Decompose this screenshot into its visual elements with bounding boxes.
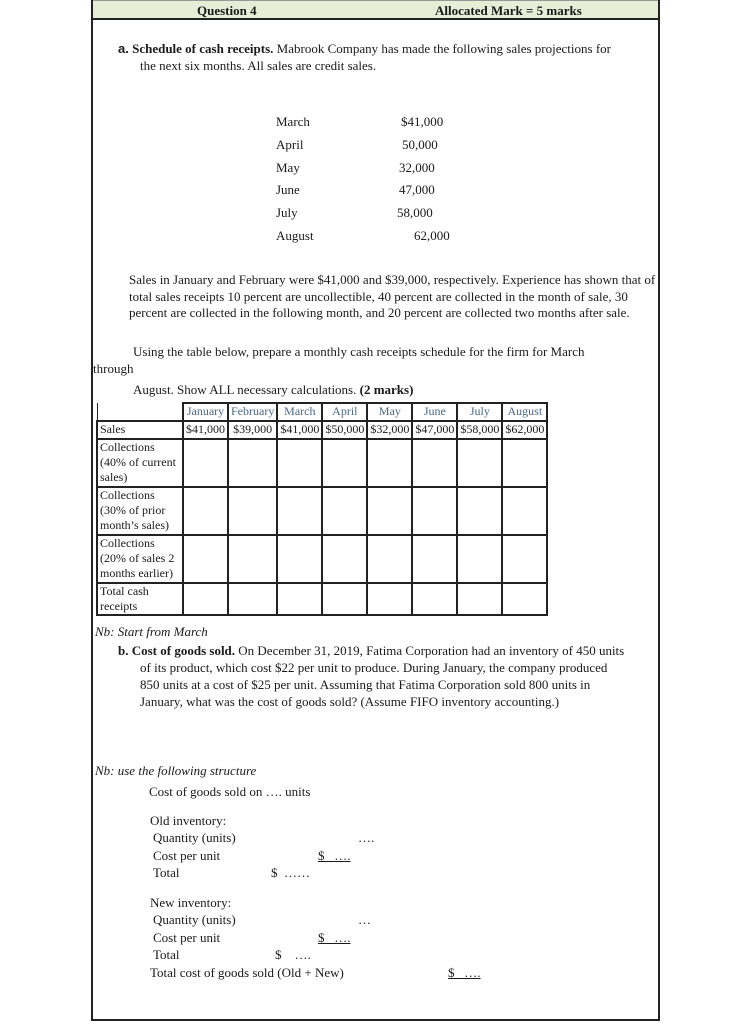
answer-cell[interactable] [277, 487, 322, 535]
column-header: July [457, 403, 502, 421]
table-row [97, 583, 547, 615]
column-header: June [412, 403, 457, 421]
table-cell: $50,000 [322, 421, 367, 439]
projection-row [276, 182, 476, 205]
table-header-row [97, 403, 547, 421]
structure-note: Nb: use the following structure [95, 763, 257, 778]
old-qty-label: Quantity (units) [153, 830, 236, 845]
answer-cell[interactable] [502, 487, 547, 535]
answer-cell[interactable] [367, 439, 412, 487]
total-cogs-label: Total cost of goods sold (Old + New) [150, 965, 344, 980]
answer-cell[interactable] [457, 487, 502, 535]
table-cell: $39,000 [228, 421, 277, 439]
old-cost-label: Cost per unit [153, 848, 221, 863]
part-b-line2: of its product, which cost $22 per unit to produce. During January, the company produced [140, 660, 608, 675]
answer-cell[interactable] [228, 535, 277, 583]
old-inventory-label: Old inventory: [150, 813, 227, 828]
answer-cell[interactable] [412, 535, 457, 583]
answer-cell[interactable] [183, 439, 228, 487]
answer-cell[interactable] [412, 487, 457, 535]
projection-month: August [276, 227, 314, 243]
sales-history-paragraph: Sales in January and February were $41,000 and $39,000, respectively. Experience has shown that of total sales receipts 10 percent are uncollectible, 40 percent are collected in the month of sale, 30 percent are collected in the following month, and 20 percent are collected two months after sale. [129, 272, 656, 320]
part-b-label: b. [118, 643, 129, 658]
answer-cell[interactable] [457, 583, 502, 615]
table-cell: $41,000 [277, 421, 322, 439]
new-total-label: Total [153, 947, 180, 962]
instruction-text: August. Show ALL necessary calculations. [133, 382, 360, 397]
column-header: February [228, 403, 277, 421]
new-qty-value[interactable]: … [358, 912, 371, 927]
projection-row [276, 205, 476, 228]
new-cost-label: Cost per unit [153, 930, 221, 945]
answer-cell[interactable] [367, 487, 412, 535]
column-header: August [502, 403, 547, 421]
sales-projections [276, 114, 476, 251]
part-b-line4: January, what was the cost of goods sold? (Assume FIFO inventory accounting.) [140, 694, 560, 709]
question-number: Question 4 [197, 3, 257, 18]
projection-month: May [276, 159, 300, 175]
projection-row [276, 228, 476, 251]
answer-cell[interactable] [502, 535, 547, 583]
projection-value: 47,000 [399, 182, 435, 198]
part-a-title: Schedule of cash receipts. [132, 41, 274, 56]
table-cell: $32,000 [367, 421, 412, 439]
answer-cell[interactable] [322, 535, 367, 583]
projection-row [276, 160, 476, 183]
projection-month: June [276, 182, 300, 198]
corner-cell [97, 403, 183, 421]
new-qty-label: Quantity (units) [153, 912, 236, 927]
answer-cell[interactable] [322, 439, 367, 487]
projection-row [276, 137, 476, 160]
projection-value: 62,000 [414, 227, 450, 243]
answer-cell[interactable] [277, 535, 322, 583]
answer-cell[interactable] [457, 439, 502, 487]
projection-row [276, 114, 476, 137]
row-label: Total cash receipts [97, 583, 183, 615]
answer-cell[interactable] [228, 487, 277, 535]
new-total-value[interactable]: $ …. [275, 947, 311, 962]
part-b-title: Cost of goods sold. [131, 643, 236, 658]
cogs-heading: Cost of goods sold on …. units [149, 784, 311, 799]
answer-cell[interactable] [322, 583, 367, 615]
column-header: May [367, 403, 412, 421]
answer-cell[interactable] [228, 583, 277, 615]
answer-cell[interactable] [412, 583, 457, 615]
answer-cell[interactable] [277, 439, 322, 487]
start-note: Nb: Start from March [95, 624, 208, 639]
column-header: March [277, 403, 322, 421]
cash-receipts-table [96, 402, 548, 616]
total-cogs-value[interactable]: $ …. [448, 965, 481, 980]
row-label: Collections (30% of prior month’s sales) [97, 487, 183, 535]
answer-cell[interactable] [367, 535, 412, 583]
new-cost-value[interactable]: $ …. [318, 930, 351, 945]
table-cell: $62,000 [502, 421, 547, 439]
answer-cell[interactable] [183, 487, 228, 535]
answer-cell[interactable] [228, 439, 277, 487]
old-cost-value[interactable]: $ …. [318, 848, 351, 863]
projection-month: March [276, 114, 310, 129]
table-cell: $41,000 [183, 421, 228, 439]
new-inventory-label: New inventory: [150, 895, 232, 910]
part-a-intro [118, 40, 658, 74]
part-b-line1: On December 31, 2019, Fatima Corporation had an inventory of 450 units [235, 643, 625, 658]
table-row [97, 487, 547, 535]
projection-value: 58,000 [397, 205, 433, 221]
answer-cell[interactable] [183, 583, 228, 615]
old-total-label: Total [153, 865, 180, 880]
projection-value: $41,000 [401, 114, 444, 129]
question-page [91, 0, 660, 1021]
projection-value: 50,000 [402, 136, 438, 152]
answer-cell[interactable] [277, 583, 322, 615]
projection-value: 32,000 [399, 159, 435, 175]
column-header: April [322, 403, 367, 421]
table-row [97, 439, 547, 487]
instruction-august [133, 381, 413, 398]
row-label: Collections (20% of sales 2 months earlier) [97, 535, 183, 583]
part-a-intro-line1: Mabrook Company has made the following sales projections for [273, 41, 611, 56]
question-header [93, 0, 658, 20]
projection-month: July [276, 205, 298, 221]
answer-cell[interactable] [367, 583, 412, 615]
answer-cell[interactable] [412, 439, 457, 487]
part-b-question [118, 642, 663, 710]
table-cell: $58,000 [457, 421, 502, 439]
marks-label: (2 marks) [359, 382, 414, 397]
answer-cell[interactable] [502, 583, 547, 615]
answer-cell[interactable] [502, 439, 547, 487]
part-a-intro-line2: the next six months. All sales are credit sales. [140, 58, 377, 73]
column-header: January [183, 403, 228, 421]
allocated-marks: Allocated Mark = 5 marks [435, 3, 582, 18]
old-total-value[interactable]: $ …… [271, 865, 310, 880]
old-qty-value[interactable]: …. [358, 830, 375, 845]
answer-cell[interactable] [183, 535, 228, 583]
part-b-line3: 850 units at a cost of $25 per unit. Assuming that Fatima Corporation sold 800 units in [140, 677, 591, 692]
instruction-through: through [93, 361, 134, 376]
table-row [97, 421, 547, 439]
row-label: Sales [97, 421, 183, 439]
table-cell: $47,000 [412, 421, 457, 439]
instruction-line: Using the table below, prepare a monthly cash receipts schedule for the firm for March [133, 344, 585, 359]
answer-cell[interactable] [322, 487, 367, 535]
row-label: Collections (40% of current sales) [97, 439, 183, 487]
answer-cell[interactable] [457, 535, 502, 583]
part-a-label: a. [118, 41, 129, 56]
table-row [97, 535, 547, 583]
projection-month: April [276, 136, 304, 152]
